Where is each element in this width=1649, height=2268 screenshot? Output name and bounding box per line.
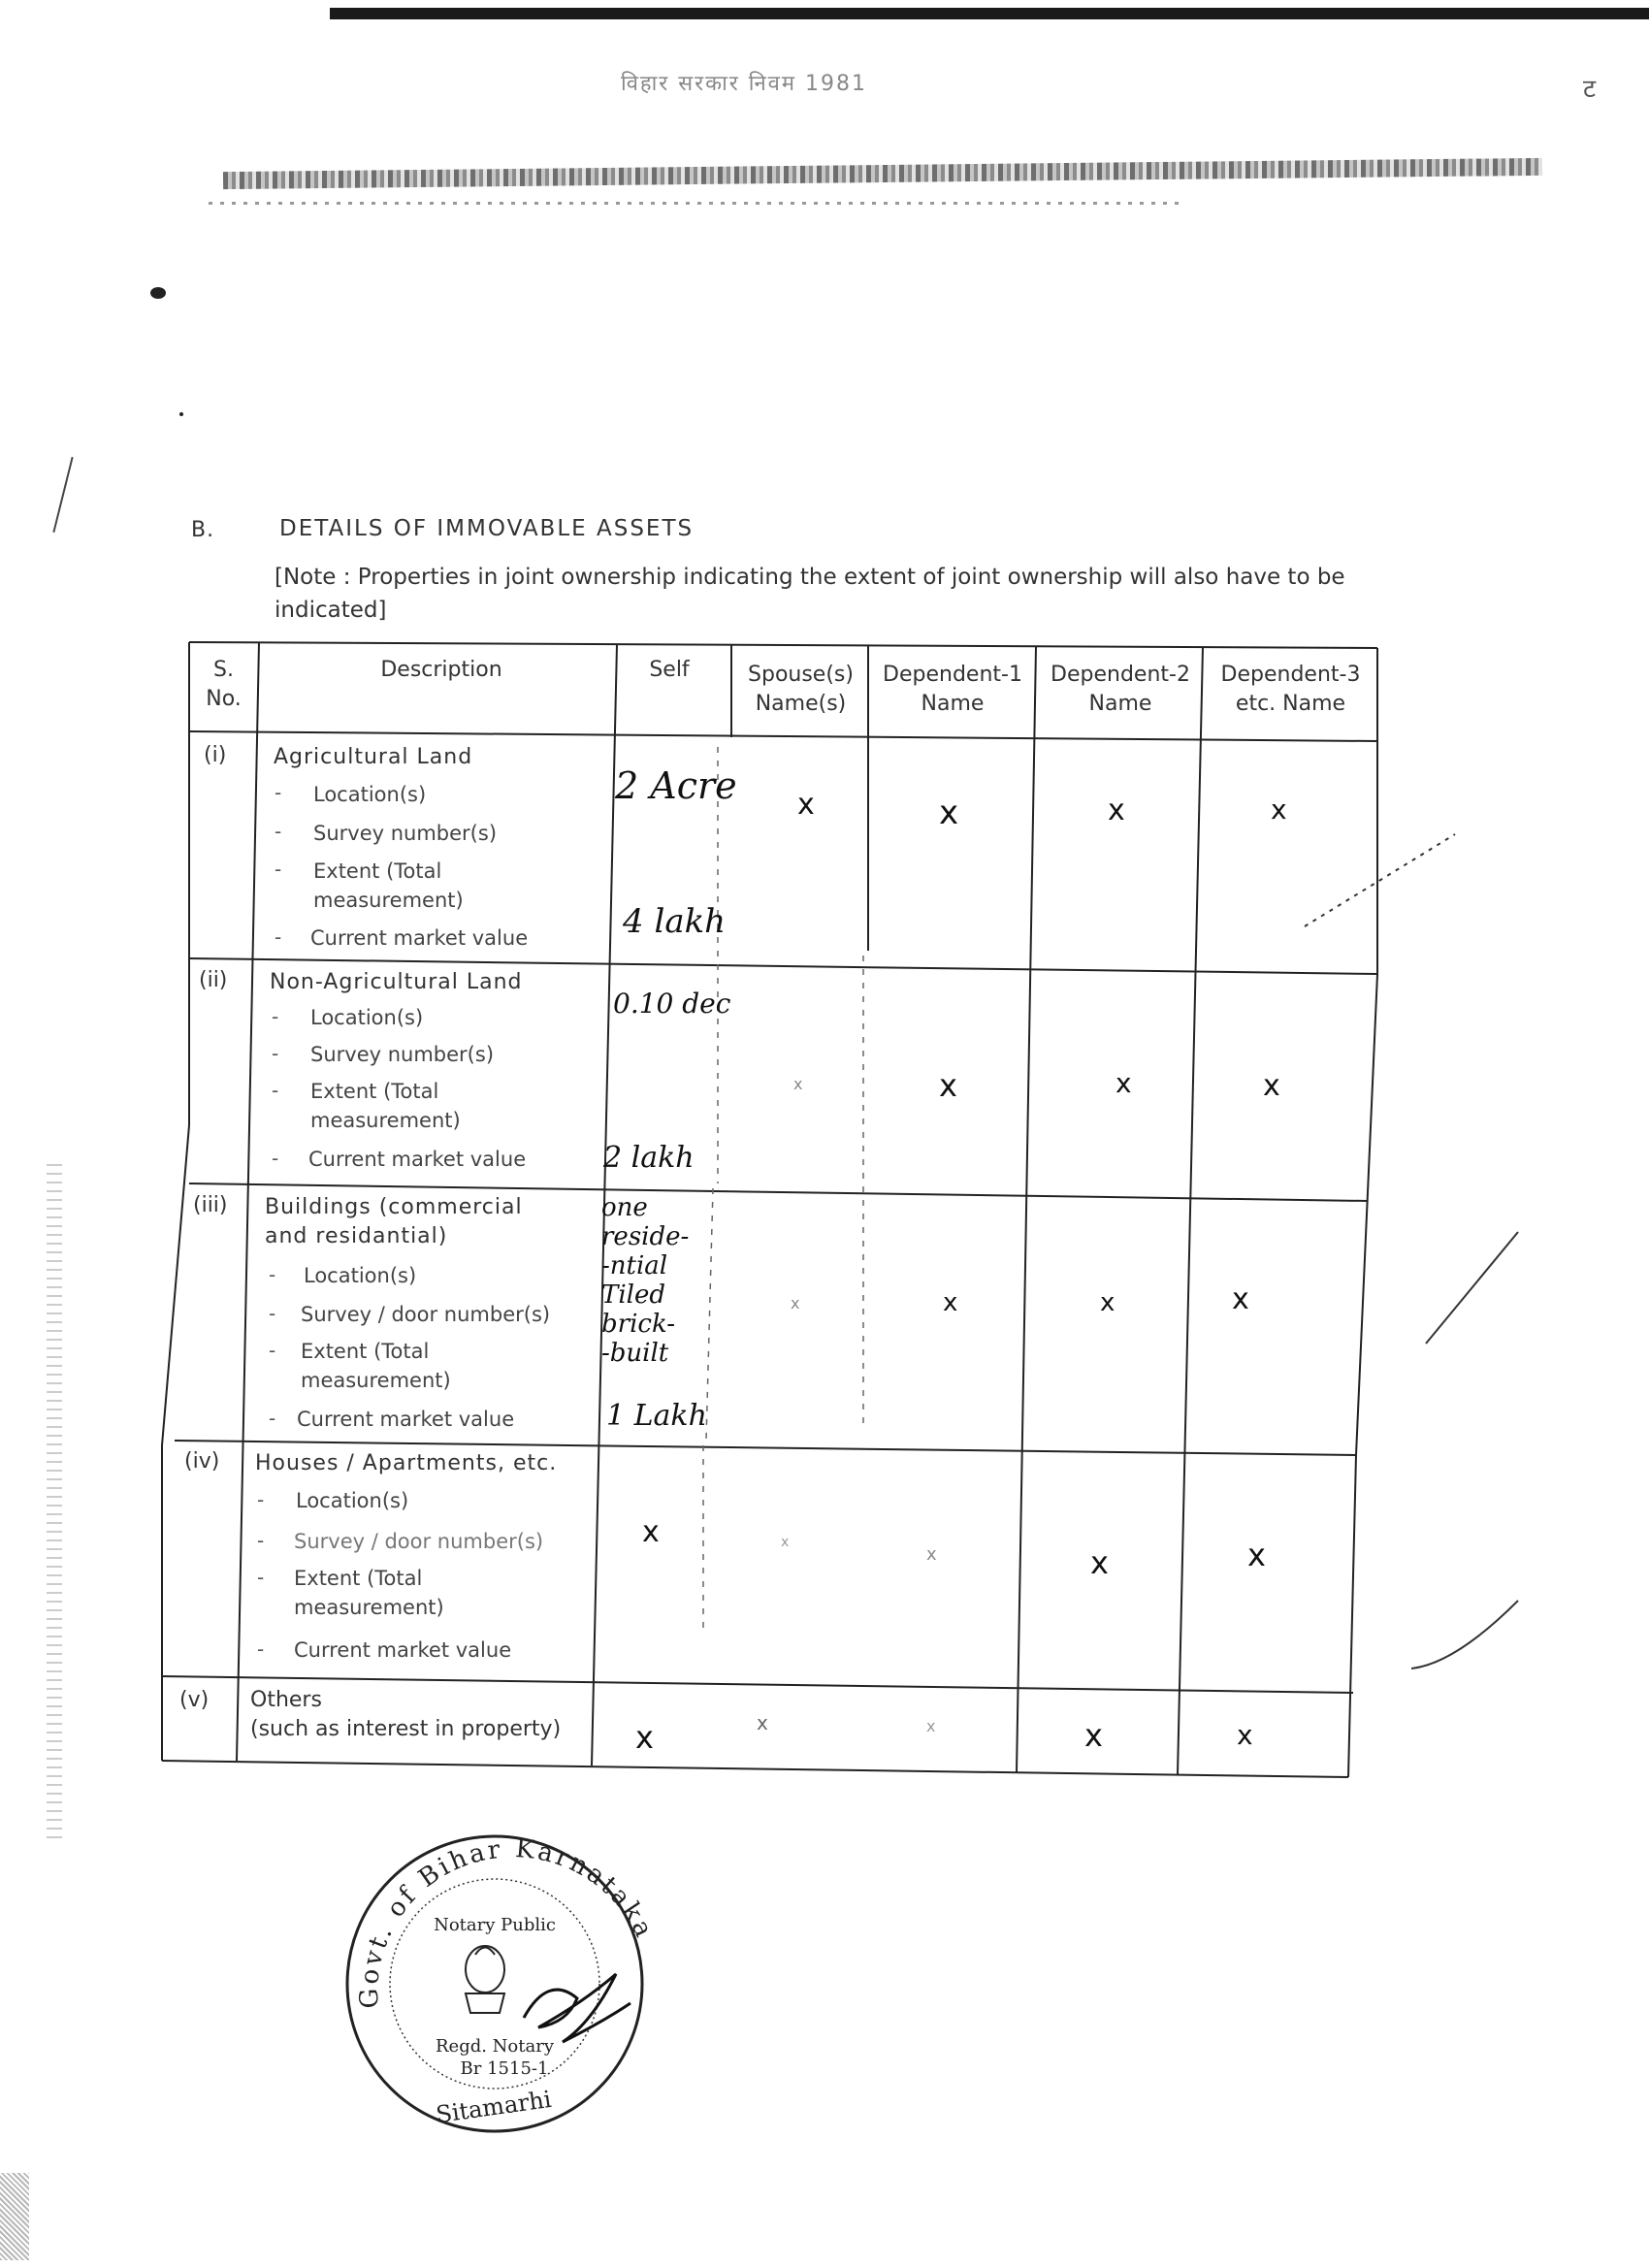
- dependent-3-cross: x: [1237, 1719, 1253, 1751]
- dependent-2-cross: x: [1090, 1544, 1109, 1581]
- header-dependent-2: Dependent-2 Name: [1051, 663, 1190, 716]
- row-title: Non-Agricultural Land: [270, 970, 523, 994]
- spouse-cross: x: [791, 1294, 800, 1312]
- self-value-extent: 0.10 dec: [613, 988, 731, 1020]
- header-corner-mark: ट: [1583, 75, 1597, 104]
- spouse-cross: x: [793, 1075, 803, 1093]
- row-item: Current market value: [310, 926, 529, 950]
- header-self: Self: [649, 658, 690, 682]
- seal-registration-number: Br 1515-1: [460, 2058, 549, 2079]
- row-title: Others (such as interest in property): [250, 1688, 562, 1741]
- spouse-cross: x: [757, 1711, 768, 1734]
- dependent-2-cross: x: [1100, 1288, 1116, 1317]
- signature-scribble: [524, 1974, 630, 2042]
- emblem-icon: [466, 1946, 504, 2013]
- row-item: Location(s): [304, 1264, 417, 1287]
- seal-inner-top: Notary Public: [434, 1915, 556, 1935]
- section-title: DETAILS OF IMMOVABLE ASSETS: [279, 516, 695, 541]
- header-description: Description: [380, 658, 502, 682]
- bullet-dash: -: [275, 781, 282, 804]
- row-title: Buildings (commercial and residantial): [265, 1195, 523, 1248]
- row-item: Survey / door number(s): [301, 1303, 551, 1326]
- row-sno: (v): [179, 1688, 210, 1712]
- header-sno: S. No.: [206, 658, 242, 711]
- self-cross: x: [642, 1515, 660, 1549]
- bullet-dash: -: [275, 820, 282, 843]
- row-sno: (i): [204, 743, 227, 767]
- dependent-3-cross: x: [1232, 1282, 1249, 1316]
- row-item: Location(s): [310, 1006, 424, 1029]
- seal-inner-bottom: Sitamarhi: [434, 2085, 554, 2129]
- row-item: Current market value: [308, 1148, 527, 1171]
- spouse-cross: x: [797, 788, 815, 822]
- row-item: Extent (Total measurement): [310, 1080, 461, 1132]
- seal-registration: Regd. Notary: [435, 2036, 555, 2057]
- self-value-market: 2 lakh: [603, 1141, 695, 1175]
- bullet-dash: -: [272, 1079, 279, 1102]
- bullet-dash: -: [257, 1637, 265, 1661]
- row-sno: (iii): [193, 1193, 228, 1217]
- bullet-dash: -: [275, 858, 282, 881]
- dependent-1-cross: x: [943, 1288, 958, 1317]
- row-item: Location(s): [296, 1489, 409, 1512]
- dependent-3-cross: x: [1247, 1537, 1266, 1573]
- row-item: Current market value: [297, 1408, 515, 1431]
- section-note: [Note : Properties in joint ownership indicating the extent of joint ownership will also have to be indicated]: [275, 565, 1345, 623]
- row-sno: (iv): [184, 1449, 220, 1474]
- row-title: Houses / Apartments, etc.: [255, 1451, 558, 1475]
- dependent-1-cross: x: [926, 1544, 937, 1565]
- dependent-2-cross: x: [1116, 1067, 1132, 1099]
- dependent-2-cross: x: [1084, 1717, 1103, 1754]
- seal-ring-text: Govt. of Bihar Karnataka: [354, 1833, 660, 2009]
- bullet-dash: -: [269, 1263, 276, 1286]
- dependent-3-cross: x: [1271, 794, 1287, 826]
- bullet-dash: -: [269, 1407, 276, 1430]
- dependent-2-cross: x: [1108, 794, 1125, 827]
- bullet-dash: -: [269, 1302, 276, 1325]
- row-item: Survey number(s): [313, 822, 498, 845]
- bullet-dash: -: [272, 1042, 279, 1065]
- row-item: Survey number(s): [310, 1043, 495, 1066]
- row-sno: (ii): [199, 968, 228, 992]
- header-spouse: Spouse(s) Name(s): [748, 663, 854, 716]
- spouse-cross: x: [781, 1535, 790, 1550]
- notary-seal: [340, 1814, 689, 2144]
- row-item: Extent (Total measurement): [301, 1340, 451, 1392]
- header-hindi-title: विहार सरकार निवम 1981: [621, 72, 868, 96]
- dependent-1-cross: x: [939, 1067, 957, 1104]
- bullet-dash: -: [272, 1005, 279, 1028]
- row-title: Agricultural Land: [274, 745, 473, 769]
- bullet-dash: -: [272, 1147, 279, 1170]
- dependent-3-cross: x: [1263, 1069, 1280, 1103]
- bullet-dash: -: [269, 1339, 276, 1362]
- dependent-1-cross: x: [939, 794, 959, 832]
- dependent-1-cross: x: [926, 1717, 936, 1735]
- section-letter: B.: [191, 518, 215, 542]
- bullet-dash: -: [257, 1566, 265, 1589]
- header-dependent-1: Dependent-1 Name: [883, 663, 1022, 716]
- row-item: Extent (Total measurement): [313, 859, 464, 912]
- bullet-dash: -: [275, 925, 282, 949]
- self-value-description: one reside- -ntial Tiled brick- -built: [601, 1193, 690, 1368]
- self-cross: x: [635, 1719, 654, 1756]
- row-item: Extent (Total measurement): [294, 1567, 444, 1619]
- header-dependent-3: Dependent-3 etc. Name: [1220, 663, 1361, 716]
- row-item: Survey / door number(s): [294, 1530, 544, 1553]
- bullet-dash: -: [257, 1529, 265, 1552]
- bullet-dash: -: [257, 1488, 265, 1511]
- row-item: Location(s): [313, 783, 427, 806]
- self-value-market: 4 lakh: [623, 902, 727, 941]
- self-value-extent: 2 Acre: [615, 764, 737, 807]
- self-value-market: 1 Lakh: [606, 1399, 707, 1433]
- row-item: Current market value: [294, 1638, 512, 1662]
